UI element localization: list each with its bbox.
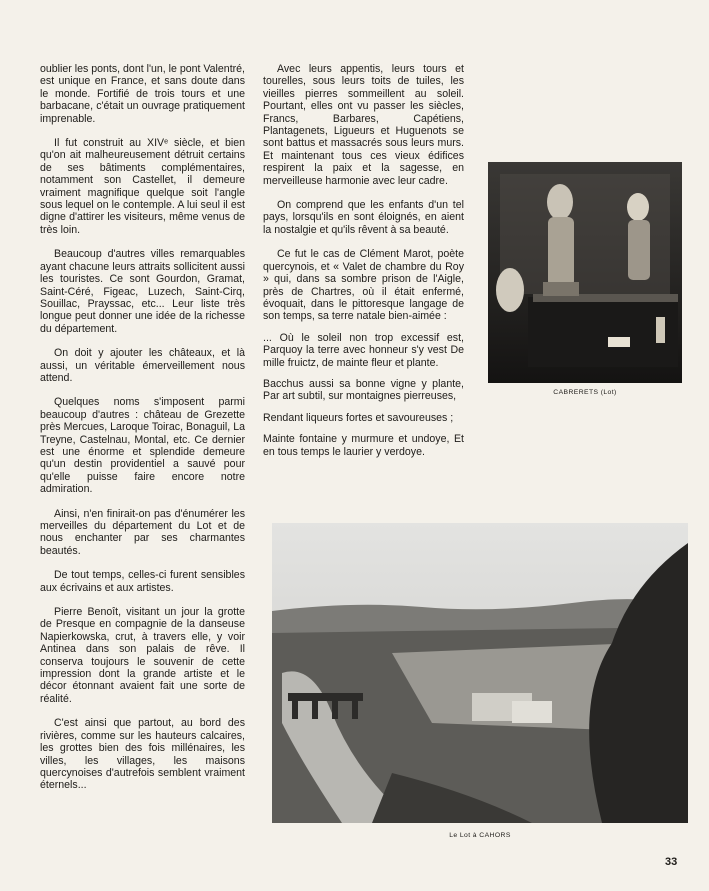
paragraph: C'est ainsi que partout, au bord des rivières, comme sur les hauteurs calcaires, les grottes bien des fois millénaires, les villes, les villages, les maisons quercynoises d'autrefois semblent vraiment éternels... [40,717,245,792]
cahors-photo [272,523,688,823]
left-text-column [40,63,245,804]
poem-stanza: ... Où le soleil non trop excessif est, Parquoy la terre avec honneur s'y vest De mille fruictz, de mainte fleur et plante. [263,331,464,369]
paragraph: On doit y ajouter les châteaux, et là aussi, un véritable émerveillement nous attend. [40,347,245,384]
paragraph: oublier les ponts, dont l'un, le pont Valentré, est unique en France, et sans doute dans le monde. Fortifié de trois tours et une barbacane, c'était un ouvrage pratiquement imprenable. [40,63,246,125]
paragraph: Il fut construit au XIVᵉ siècle, et bien qu'on ait malheureusement détruit certains de ses bâtiments complémentaires, notamment son Castellet, il demeure vraiment magnifique quelque soit l'angle sous lequel on le contemple. A lui seul il est digne d'attirer les visiteurs, même venus de très loin. [40,137,245,236]
paragraph: Quelques noms s'imposent parmi beaucoup d'autres : château de Grezette près Mercues, Laroque Toirac, Bonaguil, La Treyne, Castelnau, Montal, etc. Ce dernier est une énorme et splendide demeure qu'un destin providentiel a sauvé pour qu'elle puisse faire encore notre admiration. [40,396,245,496]
paragraph: On comprend que les enfants d'un tel pays, lorsqu'ils en sont éloignés, en aient la nostalgie et qu'ils rêvent à sa beauté. [263,199,464,236]
poem-stanza: Rendant liqueurs fortes et savoureuses ; [263,411,454,424]
poem-stanza: Bacchus aussi sa bonne vigne y plante, Par art subtil, sur montaignes pierreuses, [263,377,464,403]
middle-text-column [263,63,464,467]
paragraph: Avec leurs appentis, leurs tours et tourelles, sous leurs toits de tuiles, les vieilles pierres sommeillent au soleil. Pourtant, elles ont vu passer les siècles, Francs, Barbares, Capétiens, Plantagenets, Ligueurs et Huguenots se sont battus et massacrés sous leurs murs. Et maintenant tous ces vieux édifices respirent la paix et la sagesse, en merveilleuse harmonie avec leur cadre. [263,63,464,187]
cabrerets-photo [488,162,682,383]
paragraph: De tout temps, celles-ci furent sensibles aux écrivains et aux artistes. [40,569,245,594]
page-number: 33 [665,856,678,868]
paragraph: Ce fut le cas de Clément Marot, poète quercynois, et « Valet de chambre du Roy » qui, dans sa sombre prison de l'Aigle, près de Chartres, où il était enfermé, évoquait, dans le pittoresque langage de son temps, sa terre natale bien-aimée : [263,248,464,323]
poem-stanza: Mainte fontaine y murmure et undoye, Et en tous temps le laurier y verdoye. [263,433,464,458]
paragraph: Pierre Benoît, visitant un jour la grotte de Presque en compagnie de la danseuse Napierkowska, crut, à travers elle, y voir Antinea dans son palais de rêve. Il conserva toujours le souvenir de cette impression dont la grande artiste et le décor étonnant avaient fait une sorte de réalité. [40,606,245,705]
paragraph: Ainsi, n'en finirait-on pas d'énumérer les merveilles du département du Lot et de nous enchanter par ses charmantes beautés. [40,507,245,557]
paragraph: Beaucoup d'autres villes remarquables ayant chacune leurs attraits sollicitent aussi les touristes. Ce sont Gourdon, Gramat, Saint-Céré, Figeac, Luzech, Saint-Cirq, Souillac, Prayssac, etc... Leur liste très longue peut donner une idée de la richesse du département. [40,248,245,335]
photo-caption: Le Lot à CAHORS [449,832,511,839]
photo-caption: CABRERETS (Lot) [553,389,617,396]
